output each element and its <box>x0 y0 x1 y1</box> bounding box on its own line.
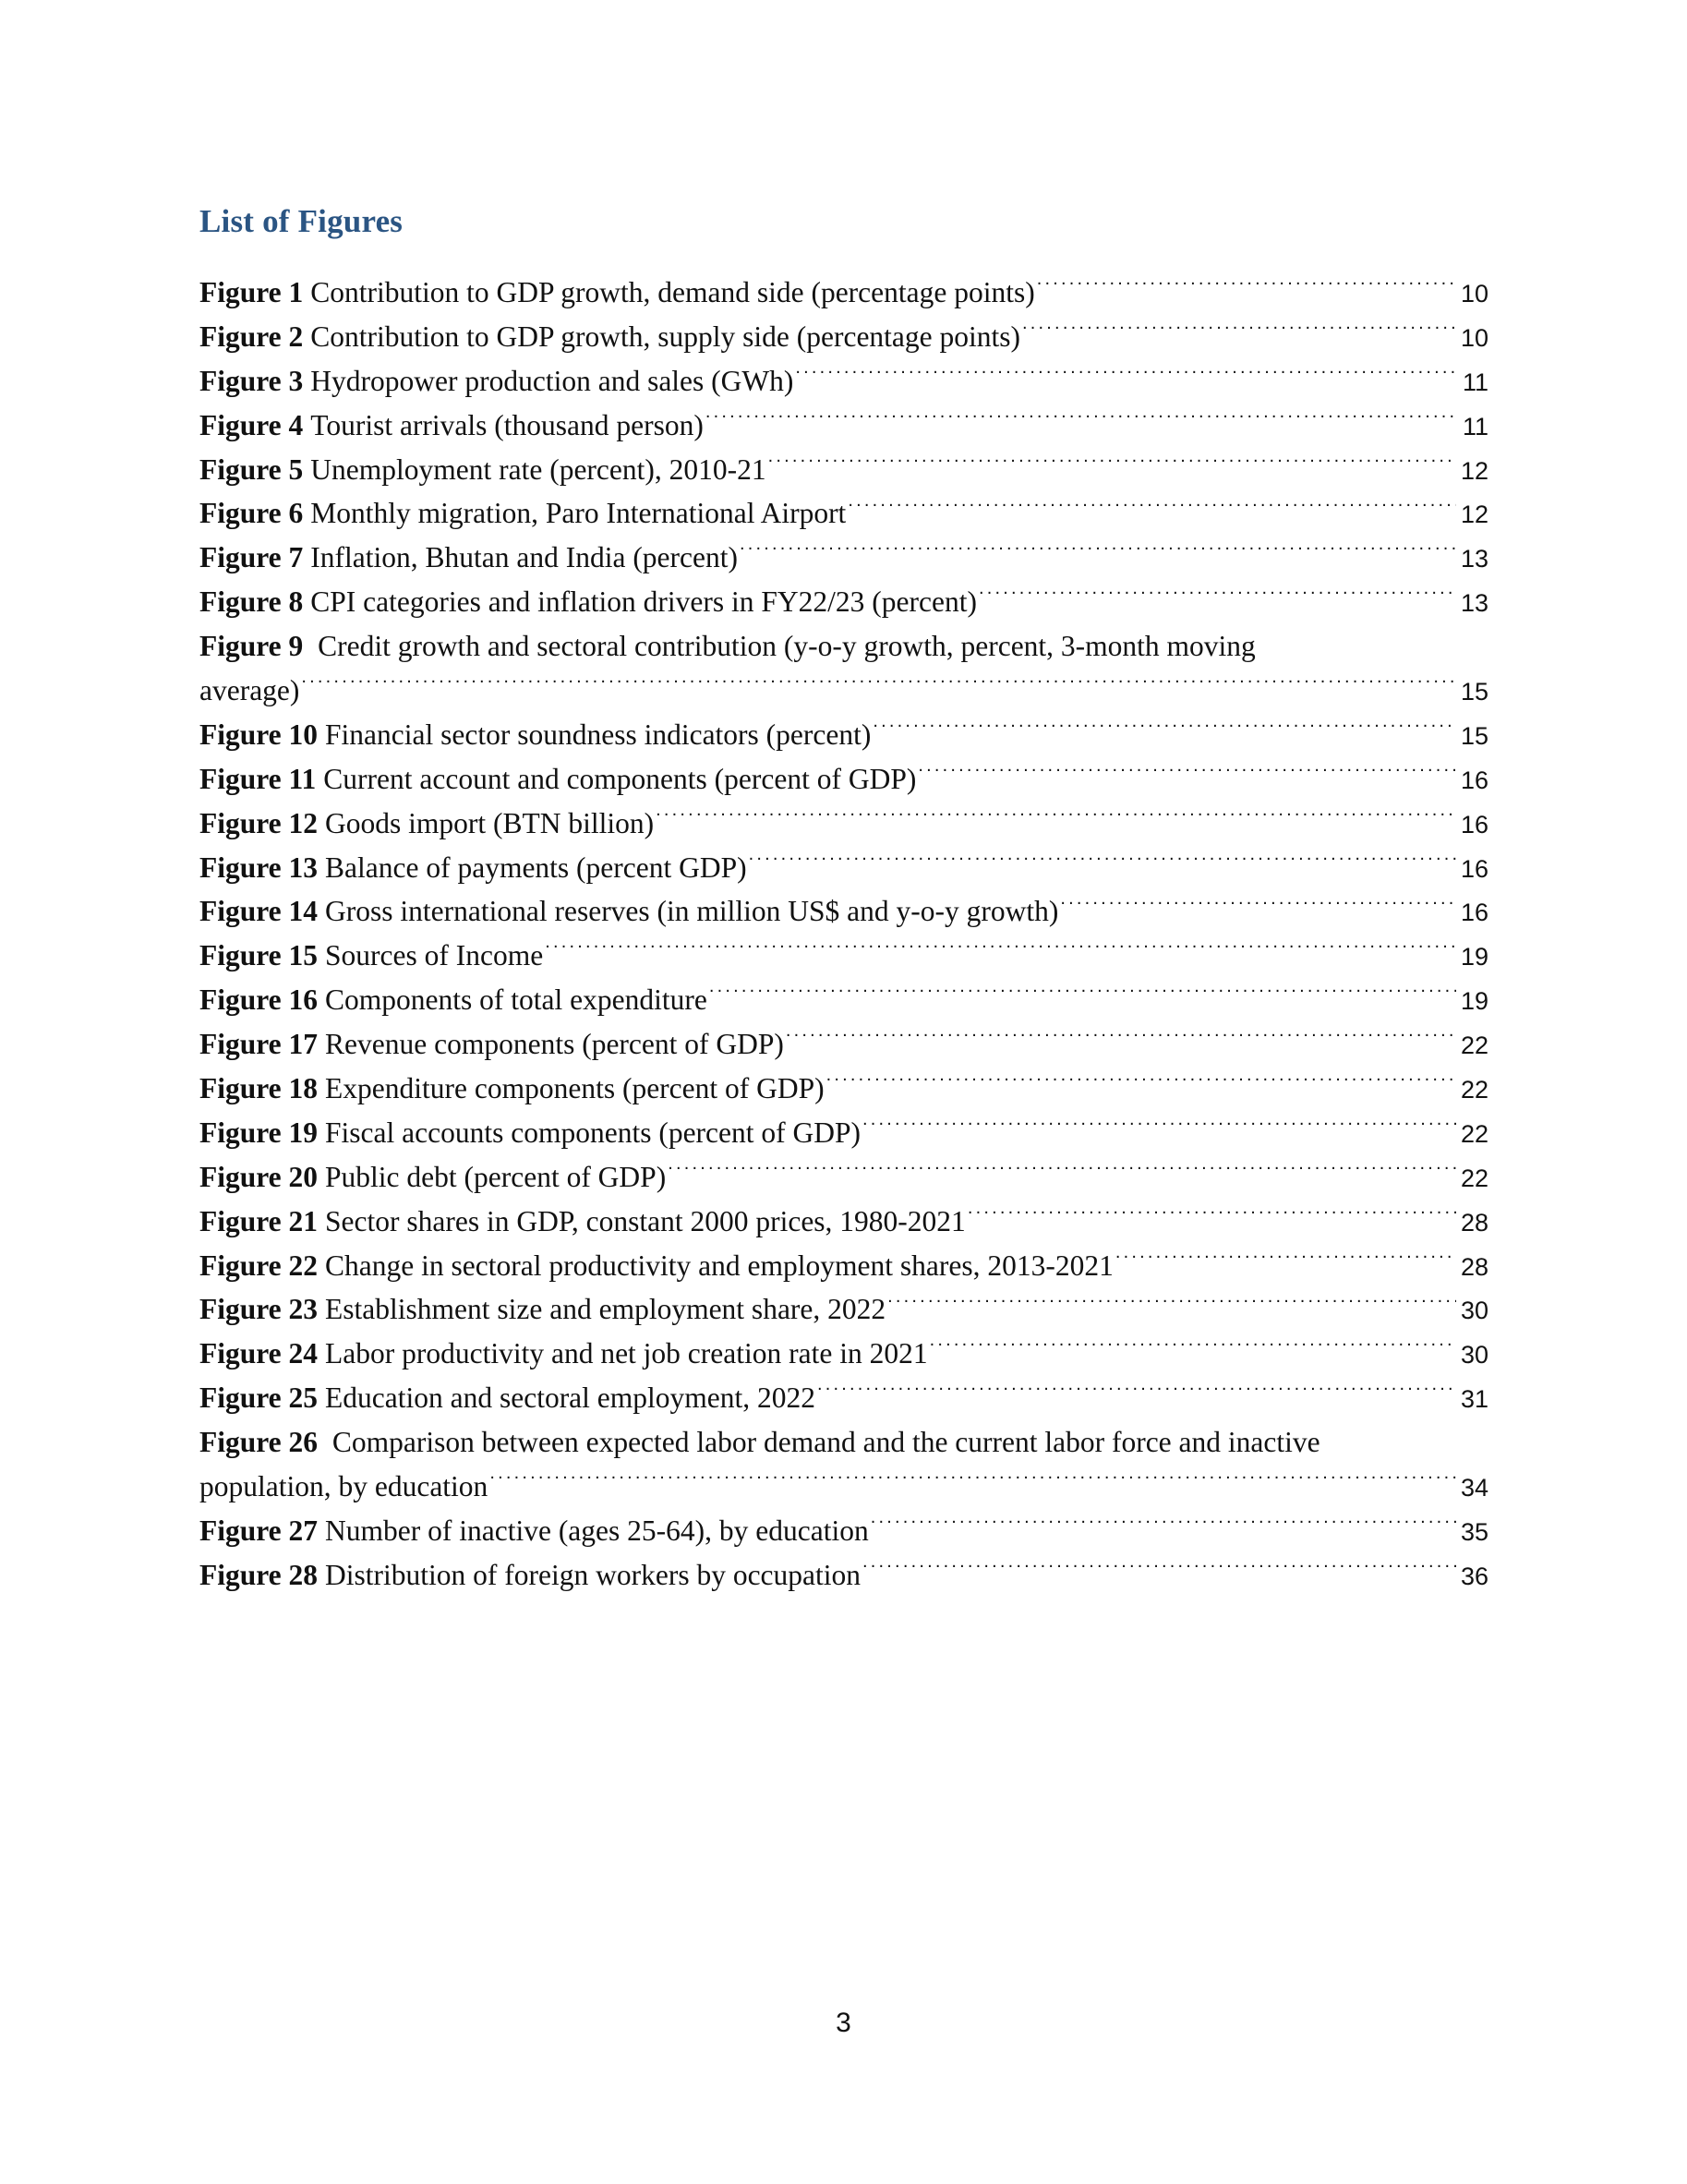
dot-leader <box>749 850 1456 877</box>
figure-entry[interactable] <box>199 1332 1488 1376</box>
figure-entry[interactable] <box>199 1067 1488 1111</box>
figure-caption: Current account and components (percent of GDP) <box>323 762 917 795</box>
figure-entry-line-2 <box>199 669 1488 713</box>
figure-caption-continued: population, by education <box>199 1470 488 1503</box>
figure-label: Figure 3 <box>199 364 304 397</box>
list-of-figures-heading: List of Figures <box>199 203 404 239</box>
figure-label: Figure 2 <box>199 320 304 353</box>
figure-entry[interactable] <box>199 359 1488 404</box>
figure-label: Figure 9 <box>199 630 311 663</box>
figure-label: Figure 21 <box>199 1204 319 1237</box>
figure-entry[interactable] <box>199 1376 1488 1420</box>
figure-page-number[interactable]: 28 <box>1460 1208 1488 1237</box>
figure-entry[interactable] <box>199 624 1488 713</box>
figure-caption: Gross international reserves (in million US$ and y-o-y growth) <box>325 895 1059 928</box>
figure-label: Figure 12 <box>199 806 319 839</box>
dot-leader <box>786 1026 1456 1054</box>
figure-label: Figure 18 <box>199 1072 319 1105</box>
figure-label: Figure 22 <box>199 1249 319 1282</box>
figure-label: Figure 25 <box>199 1382 319 1415</box>
figure-page-number[interactable]: 12 <box>1460 456 1488 485</box>
figure-caption: Unemployment rate (percent), 2010-21 <box>310 452 766 486</box>
figure-entry[interactable] <box>199 1022 1488 1067</box>
dot-leader <box>873 717 1456 744</box>
figure-caption: Monthly migration, Paro International Airport <box>310 497 847 530</box>
figure-label: Figure 10 <box>199 718 319 751</box>
figure-caption: Sector shares in GDP, constant 2000 prices, 1980-2021 <box>325 1204 966 1237</box>
figure-page-number[interactable]: 30 <box>1460 1297 1488 1325</box>
figure-label: Figure 26 <box>199 1426 325 1459</box>
figure-entry[interactable] <box>199 315 1488 359</box>
dot-leader <box>1022 319 1456 346</box>
figure-entry-line-1 <box>199 624 1488 669</box>
figure-label: Figure 14 <box>199 895 319 928</box>
dot-leader <box>545 937 1456 965</box>
figure-page-number[interactable]: 22 <box>1460 1164 1488 1192</box>
figure-label: Figure 15 <box>199 939 319 972</box>
dot-leader <box>301 672 1456 700</box>
figure-caption: Revenue components (percent of GDP) <box>325 1028 784 1061</box>
list-of-figures <box>199 271 1488 1598</box>
figure-entry[interactable] <box>199 1244 1488 1288</box>
figure-entry[interactable] <box>199 846 1488 890</box>
figure-entry[interactable] <box>199 1200 1488 1244</box>
figure-page-number[interactable]: 10 <box>1460 323 1488 352</box>
figure-page-number[interactable]: 22 <box>1460 1076 1488 1104</box>
figure-label: Figure 19 <box>199 1116 319 1149</box>
figure-entry[interactable] <box>199 1420 1488 1509</box>
figure-label: Figure 27 <box>199 1514 319 1547</box>
dot-leader <box>795 363 1456 391</box>
figure-caption: Credit growth and sectoral contribution (y-o-y growth, percent, 3-month moving <box>318 630 1256 663</box>
dot-leader <box>668 1159 1456 1187</box>
figure-page-number[interactable]: 13 <box>1460 589 1488 618</box>
figure-page-number[interactable]: 19 <box>1460 987 1488 1016</box>
figure-entry[interactable] <box>199 1155 1488 1200</box>
figure-entry[interactable] <box>199 1287 1488 1332</box>
figure-page-number[interactable]: 10 <box>1460 280 1488 308</box>
figure-caption-continued: average) <box>199 674 300 707</box>
dot-leader <box>768 452 1456 479</box>
figure-entry[interactable] <box>199 978 1488 1022</box>
figure-label: Figure 13 <box>199 851 319 884</box>
figure-page-number[interactable]: 22 <box>1460 1119 1488 1148</box>
dot-leader <box>887 1291 1456 1319</box>
figure-page-number[interactable]: 11 <box>1462 368 1488 396</box>
figure-entry[interactable] <box>199 757 1488 802</box>
figure-entry[interactable] <box>199 1509 1488 1553</box>
figure-page-number[interactable]: 16 <box>1460 810 1488 839</box>
figure-page-number[interactable]: 16 <box>1460 766 1488 794</box>
figure-page-number[interactable]: 15 <box>1460 678 1488 706</box>
figure-entry-line-1 <box>199 1420 1488 1465</box>
figure-entry[interactable] <box>199 889 1488 934</box>
dot-leader <box>848 495 1456 523</box>
figure-entry[interactable] <box>199 491 1488 536</box>
figure-entry[interactable] <box>199 580 1488 624</box>
figure-label: Figure 6 <box>199 497 304 530</box>
figure-entry[interactable] <box>199 802 1488 846</box>
figure-caption: Tourist arrivals (thousand person) <box>310 408 704 441</box>
figure-caption: Inflation, Bhutan and India (percent) <box>310 541 738 574</box>
figure-label: Figure 4 <box>199 408 304 441</box>
dot-leader <box>489 1468 1456 1496</box>
figure-caption: Contribution to GDP growth, demand side (percentage points) <box>310 276 1035 308</box>
dot-leader <box>705 407 1456 435</box>
dot-leader <box>1060 893 1456 921</box>
figure-page-number[interactable]: 28 <box>1460 1252 1488 1281</box>
figure-caption: CPI categories and inflation drivers in FY22/23 (percent) <box>310 585 977 619</box>
figure-caption: Hydropower production and sales (GWh) <box>310 364 794 397</box>
figure-label: Figure 16 <box>199 983 319 1017</box>
dot-leader <box>656 805 1456 833</box>
figure-caption: Public debt (percent of GDP) <box>325 1160 667 1193</box>
page-number: 3 <box>836 2008 851 2038</box>
figure-label: Figure 5 <box>199 452 304 486</box>
figure-entry[interactable] <box>199 404 1488 448</box>
dot-leader <box>871 1513 1456 1540</box>
figure-label: Figure 1 <box>199 276 304 308</box>
dot-leader <box>862 1115 1456 1142</box>
figure-entry[interactable] <box>199 1111 1488 1155</box>
figure-page-number[interactable]: 31 <box>1460 1385 1488 1414</box>
figure-caption: Education and sectoral employment, 2022 <box>325 1382 816 1415</box>
figure-entry[interactable] <box>199 536 1488 580</box>
figure-caption: Balance of payments (percent GDP) <box>325 851 747 884</box>
dot-leader <box>1115 1248 1456 1275</box>
figure-label: Figure 11 <box>199 762 317 795</box>
figure-page-number[interactable]: 16 <box>1460 854 1488 883</box>
figure-caption: Labor productivity and net job creation rate in 2021 <box>325 1337 928 1370</box>
figure-page-number[interactable]: 22 <box>1460 1032 1488 1060</box>
dot-leader <box>709 982 1456 1009</box>
figure-entry[interactable] <box>199 713 1488 757</box>
figure-page-number[interactable]: 19 <box>1460 943 1488 971</box>
figure-entry-line-2 <box>199 1465 1488 1509</box>
figure-label: Figure 20 <box>199 1160 319 1193</box>
dot-leader <box>826 1070 1456 1098</box>
figure-label: Figure 24 <box>199 1337 319 1370</box>
figure-page-number[interactable]: 36 <box>1460 1562 1488 1590</box>
figure-caption: Contribution to GDP growth, supply side (percentage points) <box>310 320 1021 353</box>
figure-page-number[interactable]: 15 <box>1460 721 1488 750</box>
figure-caption: Establishment size and employment share, 2022 <box>325 1293 886 1326</box>
figure-caption: Distribution of foreign workers by occupation <box>325 1558 862 1591</box>
figure-caption: Fiscal accounts components (percent of GDP) <box>325 1116 861 1149</box>
figure-page-number[interactable]: 30 <box>1460 1341 1488 1370</box>
dot-leader <box>968 1203 1456 1231</box>
figure-page-number[interactable]: 11 <box>1462 412 1488 440</box>
figure-caption: Components of total expenditure <box>325 983 707 1017</box>
figure-caption: Change in sectoral productivity and employment shares, 2013-2021 <box>325 1249 1114 1282</box>
figure-entry[interactable] <box>199 448 1488 492</box>
figure-label: Figure 17 <box>199 1028 319 1061</box>
dot-leader <box>740 539 1456 567</box>
figure-caption: Comparison between expected labor demand and the current labor force and inactive <box>331 1426 1320 1459</box>
figure-label: Figure 23 <box>199 1293 319 1326</box>
figure-caption: Expenditure components (percent of GDP) <box>325 1072 825 1105</box>
figure-page-number[interactable]: 16 <box>1460 899 1488 927</box>
figure-page-number[interactable]: 12 <box>1460 501 1488 529</box>
figure-caption: Number of inactive (ages 25-64), by education <box>325 1514 869 1547</box>
dot-leader <box>930 1335 1456 1363</box>
figure-page-number[interactable]: 35 <box>1460 1517 1488 1546</box>
figure-label: Figure 8 <box>199 585 304 619</box>
figure-label: Figure 7 <box>199 541 304 574</box>
figure-entry[interactable] <box>199 271 1488 315</box>
figure-caption: Sources of Income <box>325 939 544 972</box>
figure-caption: Goods import (BTN billion) <box>325 806 655 839</box>
figure-page-number[interactable]: 13 <box>1460 545 1488 573</box>
dot-leader <box>862 1557 1456 1585</box>
dot-leader <box>817 1380 1456 1407</box>
figure-entry[interactable] <box>199 1553 1488 1598</box>
figure-entry[interactable] <box>199 934 1488 978</box>
figure-label: Figure 28 <box>199 1558 319 1591</box>
dot-leader <box>1037 274 1456 302</box>
dot-leader <box>918 761 1456 789</box>
dot-leader <box>979 584 1456 611</box>
figure-caption: Financial sector soundness indicators (percent) <box>325 718 872 751</box>
figure-page-number[interactable]: 34 <box>1460 1474 1488 1502</box>
